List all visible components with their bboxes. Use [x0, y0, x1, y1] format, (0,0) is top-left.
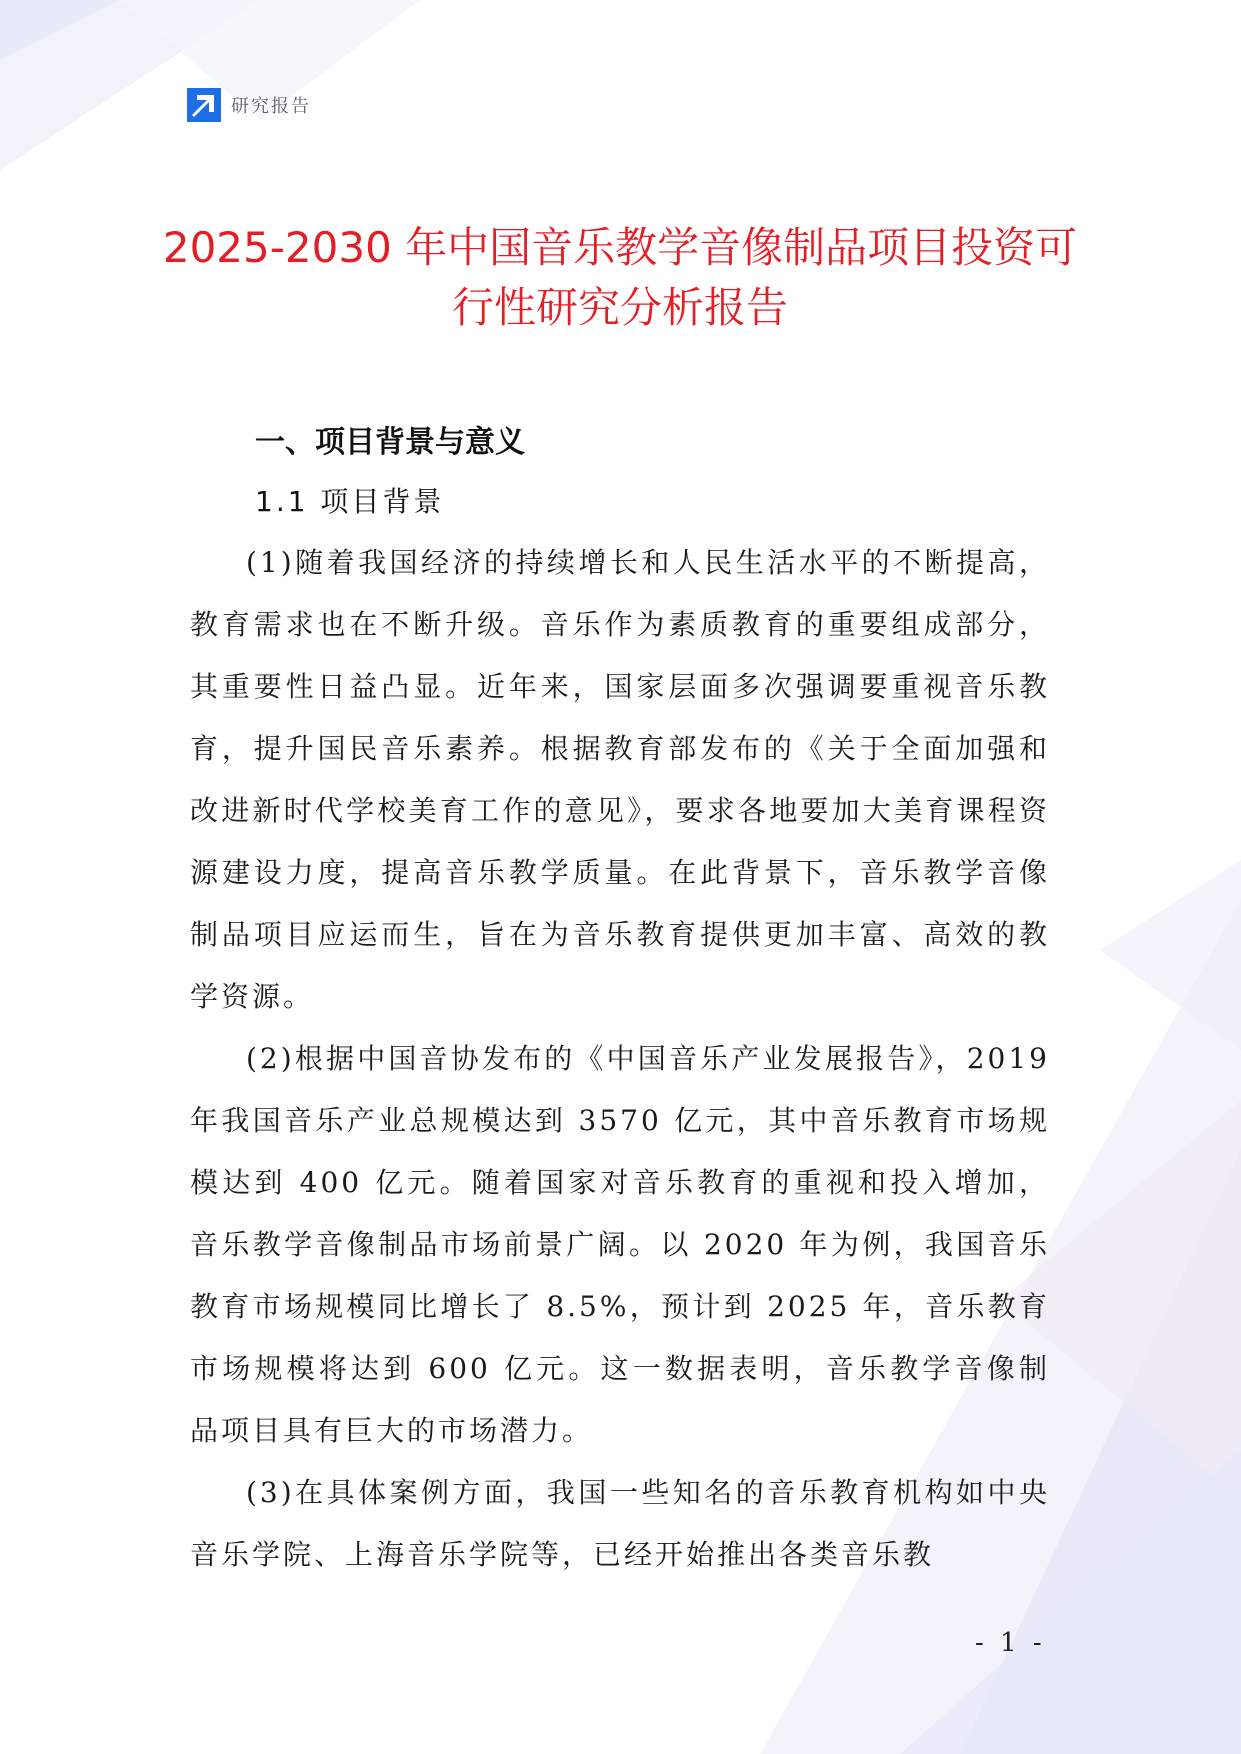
section-heading: 一、项目背景与意义 — [255, 425, 525, 460]
report-header — [187, 88, 311, 122]
arrow-up-right-icon — [187, 88, 221, 122]
page-number: - 1 - — [975, 1628, 1046, 1658]
paragraph-1: (1)随着我国经济的持续增长和人民生活水平的不断提高，教育需求也在不断升级。音乐作为素质教育的重要组成部分，其重要性日益凸显。近年来，国家层面多次强调要重视音乐教育，提升国民音乐素养。根据教育部发布的《关于全面加强和改进新时代学校美育工作的意见》，要求各地要加大美育课程资源建设力度，提高音乐教学质量。在此背景下，音乐教学音像制品项目应运而生，旨在为音乐教育提供更加丰富、高效的教学资源。 — [190, 546, 1050, 1013]
paragraph-3: (3)在具体案例方面，我国一些知名的音乐教育机构如中央音乐学院、上海音乐学院等，已经开始推出各类音乐教 — [190, 1476, 1050, 1571]
report-tag: 研究报告 — [231, 96, 311, 117]
subsection-heading: 1.1 项目背景 — [255, 485, 445, 518]
report-body — [190, 532, 1050, 1586]
report-title: 2025-2030 年中国音乐教学音像制品项目投资可行性研究分析报告 — [162, 223, 1078, 332]
paragraph-2: (2)根据中国音协发布的《中国音乐产业发展报告》，2019 年我国音乐产业总规模达到 3570 亿元，其中音乐教育市场规模达到 400 亿元。随着国家对音乐教育的重视和投入增加，音乐教学音像制品市场前景广阔。以 2020 年为例，我国音乐教育市场规模同比增长了 8.5%，预计到 2025 年，音乐教育市场规模将达到 600 亿元。这一数据表明，音乐教学音像制品项目具有巨大的市场潜力。 — [190, 1042, 1050, 1447]
